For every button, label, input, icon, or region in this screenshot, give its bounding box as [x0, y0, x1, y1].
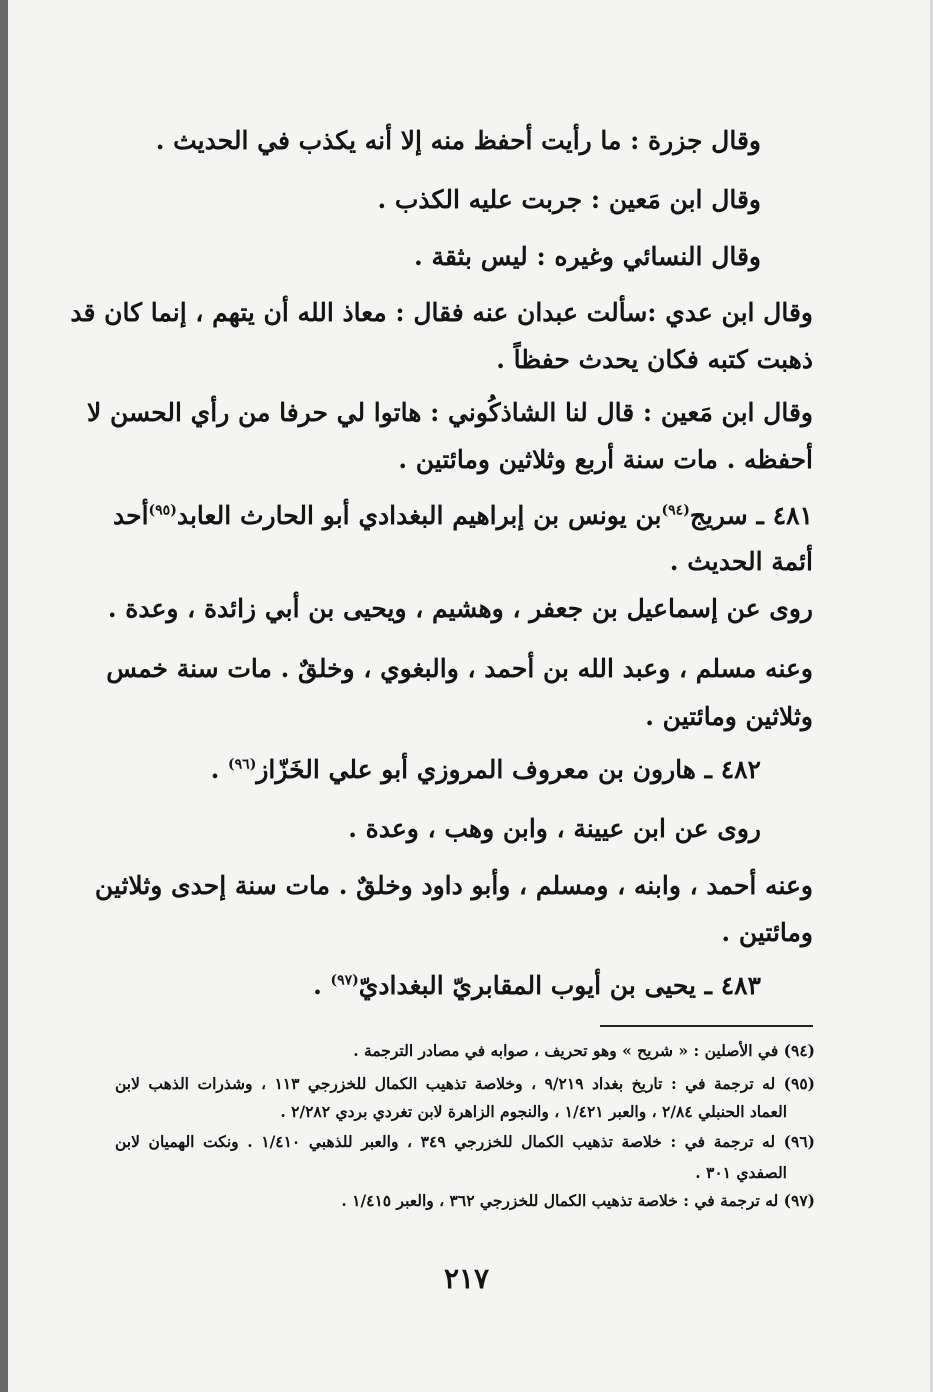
footnote-ref-96: (٩٦) — [228, 756, 257, 773]
body-line-11: وعنه مسلم ، وعبد الله بن أحمد ، والبغوي ، وخلقٌ . مات سنة خمس — [106, 654, 813, 683]
body-line-1: وقال جزرة : ما رأيت أحفظ منه إلا أنه يكذب في الحديث . — [155, 126, 761, 155]
body-line-4: وقال ابن عدي :سألت عبدان عنه فقال : معاذ الله أن يتهم ، إنما كان قد — [70, 298, 813, 327]
scan-edge-left — [0, 0, 8, 1392]
footnote-96-line-1: (٩٦) له ترجمة في : خلاصة تذهيب الكمال للخزرجي ٣٤٩ ، والعبر للذهبي ١/٤١٠ . ونكت الهميان لابن — [115, 1132, 815, 1151]
entry-481-name: بن يونس بن إبراهيم البغدادي أبو الحارث العابد — [176, 501, 662, 530]
body-line-3: وقال النسائي وغيره : ليس بثقة . — [414, 242, 761, 271]
page-number: ٢١٧ — [443, 1262, 490, 1295]
entry-481-line — [113, 499, 813, 533]
footnote-97: (٩٧) له ترجمة في : خلاصة تذهيب الكمال للخزرجي ٣٦٢ ، والعبر ١/٤١٥ . — [341, 1191, 815, 1210]
entry-481-number: ٤٨١ ـ سريج — [689, 501, 813, 530]
body-line-7: أحفظه . مات سنة أربع وثلاثين ومائتين . — [398, 445, 813, 474]
body-line-2: وقال ابن مَعين : جربت عليه الكذب . — [377, 185, 761, 214]
footnote-ref-97: (٩٧) — [330, 972, 359, 989]
footnote-separator — [600, 1025, 813, 1027]
body-line-6: وقال ابن مَعين : قال لنا الشاذكُوني : هاتوا لي حرفا من رأي الحسن لا — [86, 398, 813, 427]
body-line-15: وعنه أحمد ، وابنه ، ومسلم ، وأبو داود وخلقٌ . مات سنة إحدى وثلاثين — [94, 871, 813, 900]
entry-482-tail: . — [210, 755, 229, 784]
entry-482-line — [211, 753, 761, 787]
entry-483-heading: ٤٨٣ ـ يحيى بن أيوب المقابريّ البغداديّ — [358, 971, 761, 1000]
entry-482-heading: ٤٨٢ ـ هارون بن معروف المروزي أبو علي الخَزّاز — [256, 755, 761, 784]
footnote-94: (٩٤) في الأصلين : « شريح » وهو تحريف ، صوابه في مصادر الترجمة . — [353, 1041, 815, 1060]
footnote-95-line-1: (٩٥) له ترجمة في : تاريخ بغداد ٩/٢١٩ ، وخلاصة تذهيب الكمال للخزرجي ١١٣ ، وشذرات الذهب لابن — [115, 1074, 816, 1093]
body-line-9: أئمة الحديث . — [669, 547, 813, 576]
entry-481-tail: أحد — [113, 501, 149, 530]
footnote-ref-94: (٩٤) — [661, 502, 690, 519]
entry-483-tail: . — [313, 971, 331, 1000]
footnote-95-line-2: العماد الحنبلي ٢/٨٤ ، والعبر ١/٤٢١ ، والنجوم الزاهرة لابن تغردي بردي ٢/٢٨٢ . — [280, 1102, 787, 1121]
body-line-12: وثلاثين ومائتين . — [645, 702, 813, 731]
body-line-16: ومائتين . — [721, 918, 813, 947]
body-line-5: ذهبت كتبه فكان يحدث حفظاً . — [496, 345, 813, 374]
body-line-14: روى عن ابن عيينة ، وابن وهب ، وعدة . — [348, 814, 761, 843]
footnote-ref-95: (٩٥) — [148, 502, 177, 519]
body-line-10: روى عن إسماعيل بن جعفر ، وهشيم ، ويحيى بن أبي زائدة ، وعدة . — [107, 594, 813, 623]
footnote-96-line-2: الصفدي ٣٠١ . — [695, 1163, 787, 1182]
entry-483-line — [313, 969, 761, 1003]
